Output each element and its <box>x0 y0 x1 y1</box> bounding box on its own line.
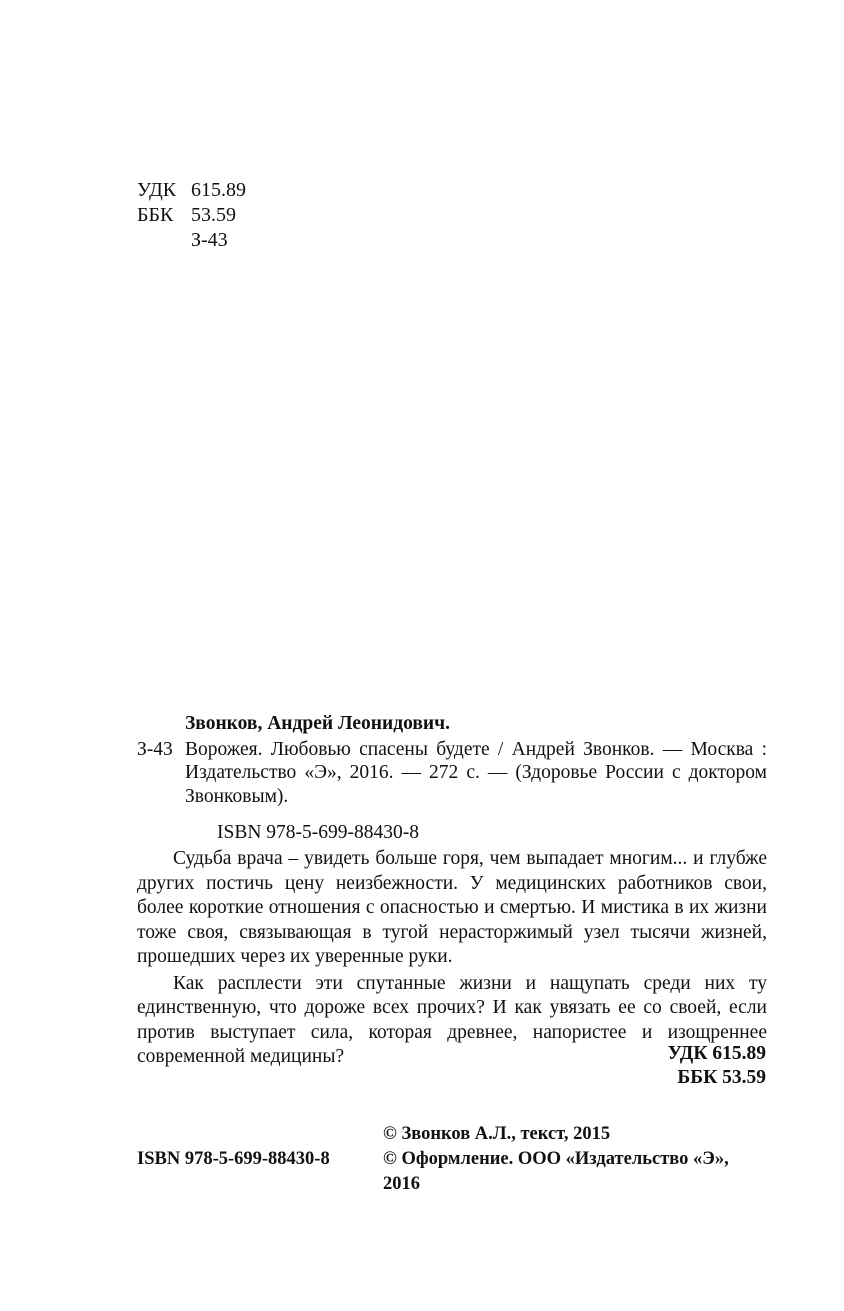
bbk-label: ББК <box>137 204 174 226</box>
biblio-body <box>137 738 767 809</box>
bbk-row <box>137 203 246 228</box>
udk-row <box>137 178 246 203</box>
copyright-design: © Оформление. ООО «Издательство «Э», 2016 <box>383 1149 729 1194</box>
author-code-row <box>137 228 246 253</box>
udk-value: 615.89 <box>191 179 246 201</box>
copyright-row-design <box>137 1147 766 1197</box>
bbk-bottom-value: ББК 53.59 <box>677 1067 766 1088</box>
classification-block-top <box>137 178 246 253</box>
annotation-paragraph: Судьба врача – увидеть больше горя, чем выпадает многим... и глубже других постичь цену неизбежности. У медицинских работников свои, более короткие отношения с опасностью и смертью. И мистика в их жизни тоже своя, связывающая в тугой нерасторжимый узел тысячи жизней, прошедших через их уверенные руки. <box>137 848 767 967</box>
biblio-isbn: ISBN 978-5-699-88430-8 <box>217 822 420 843</box>
author-code: З-43 <box>191 229 228 251</box>
bibliographic-record <box>137 712 767 845</box>
biblio-author: Звонков, Андрей Леонидович. <box>185 713 451 734</box>
biblio-description: Ворожея. Любовью спасены будете / Андрей Звонков. — Москва : Издательство «Э», 2016. — 272 с. — (Здоровье России с доктором Звонковым). <box>185 738 767 807</box>
classification-block-bottom <box>668 1042 766 1090</box>
copyright-footer <box>137 1122 766 1197</box>
footer-isbn: ISBN 978-5-699-88430-8 <box>137 1149 330 1169</box>
copyright-text: © Звонков А.Л., текст, 2015 <box>383 1124 611 1144</box>
biblio-signature: З-43 <box>137 738 173 760</box>
copyright-row-text <box>137 1122 766 1147</box>
bbk-value: 53.59 <box>191 204 236 226</box>
udk-label: УДК <box>137 179 177 201</box>
annotation-paragraph: Как расплести эти спутанные жизни и нащупать среди них ту единственную, что дороже всех прочих? И как увязать ее со своей, если против выступает сила, которая древнее, напористее и изощреннее современной медицины? <box>137 972 767 1067</box>
annotation-text <box>137 847 767 1070</box>
udk-bottom-value: УДК 615.89 <box>667 1043 766 1064</box>
